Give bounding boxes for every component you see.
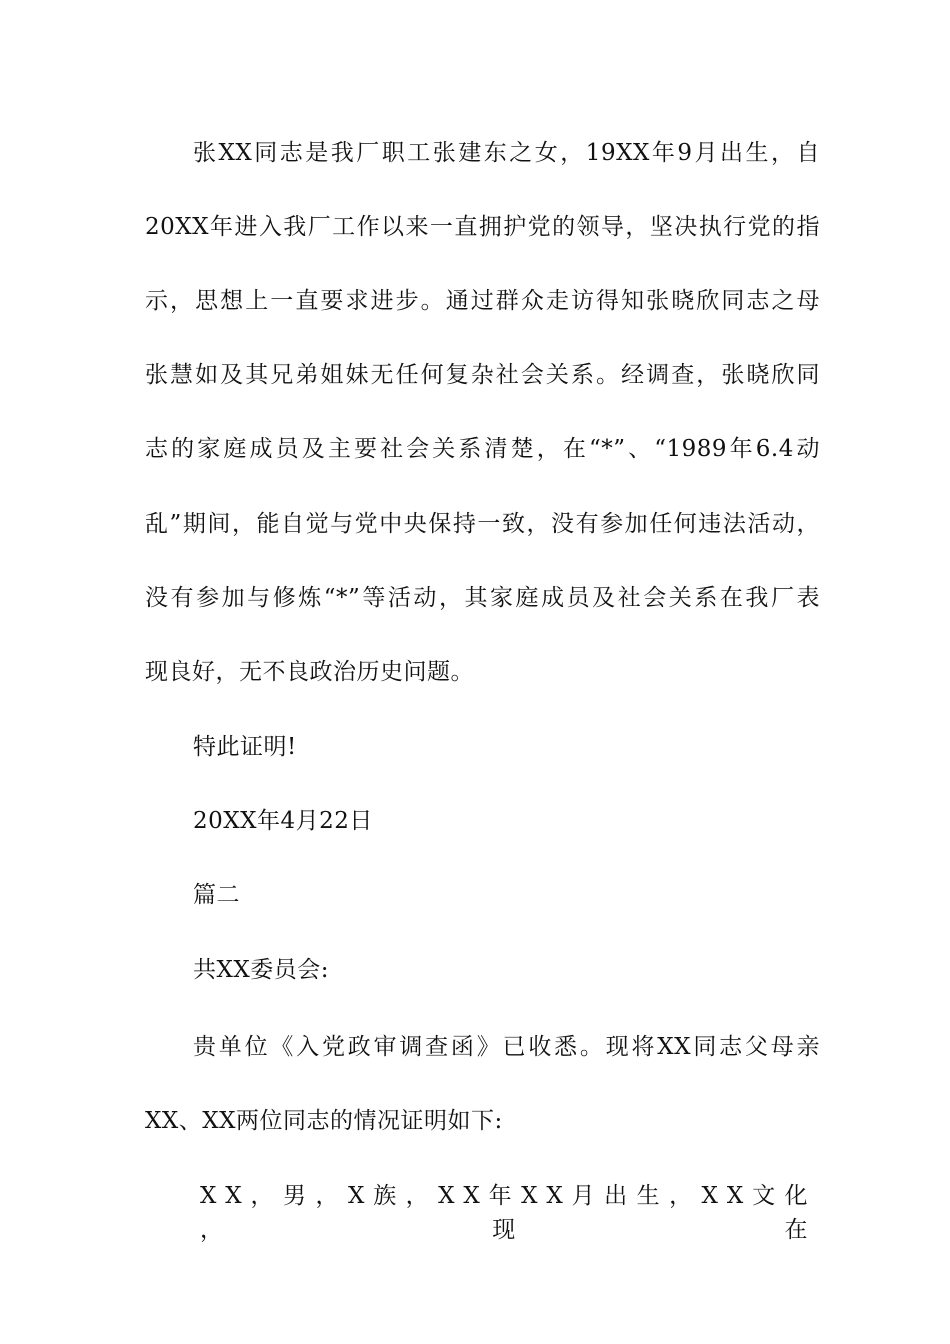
- paragraph1-line-1: 张XX同志是我厂职工张建东之女，19XX年9月出生，自: [193, 140, 820, 166]
- paragraph1-line-5: 志的家庭成员及主要社会关系清楚，在“*”、“1989年6.4动: [145, 436, 820, 462]
- paragraph1-line-2: 20XX年进入我厂工作以来一直拥护党的领导，坚决执行党的指: [145, 214, 820, 240]
- closing-statement: 特此证明!: [193, 734, 297, 760]
- salutation: 共XX委员会:: [193, 957, 329, 983]
- paragraph2-line-1: 贵单位《入党政审调查函》已收悉。现将XX同志父母亲: [193, 1034, 820, 1060]
- paragraph1-line-8: 现良好，无不良政治历史问题。: [145, 659, 474, 685]
- paragraph1-line-3: 示，思想上一直要求进步。通过群众走访得知张晓欣同志之母: [145, 288, 820, 314]
- paragraph1-line-4: 张慧如及其兄弟姐妹无任何复杂社会关系。经调查，张晓欣同: [145, 362, 820, 388]
- paragraph2-line-2: XX、XX两位同志的情况证明如下:: [145, 1108, 503, 1134]
- paragraph1-line-6: 乱”期间，能自觉与党中央保持一致，没有参加任何违法活动，: [145, 511, 820, 537]
- paragraph1-line-7: 没有参加与修炼“*”等活动，其家庭成员及社会关系在我厂表: [145, 585, 820, 611]
- paragraph3-line-1: X X ， 男 ， X 族 ， X X 年 X X 月 出 生 ， X X 文 化 ， 现 在: [200, 1183, 809, 1243]
- section-title: 篇二: [193, 882, 240, 908]
- document-date: 20XX年4月22日: [193, 808, 373, 834]
